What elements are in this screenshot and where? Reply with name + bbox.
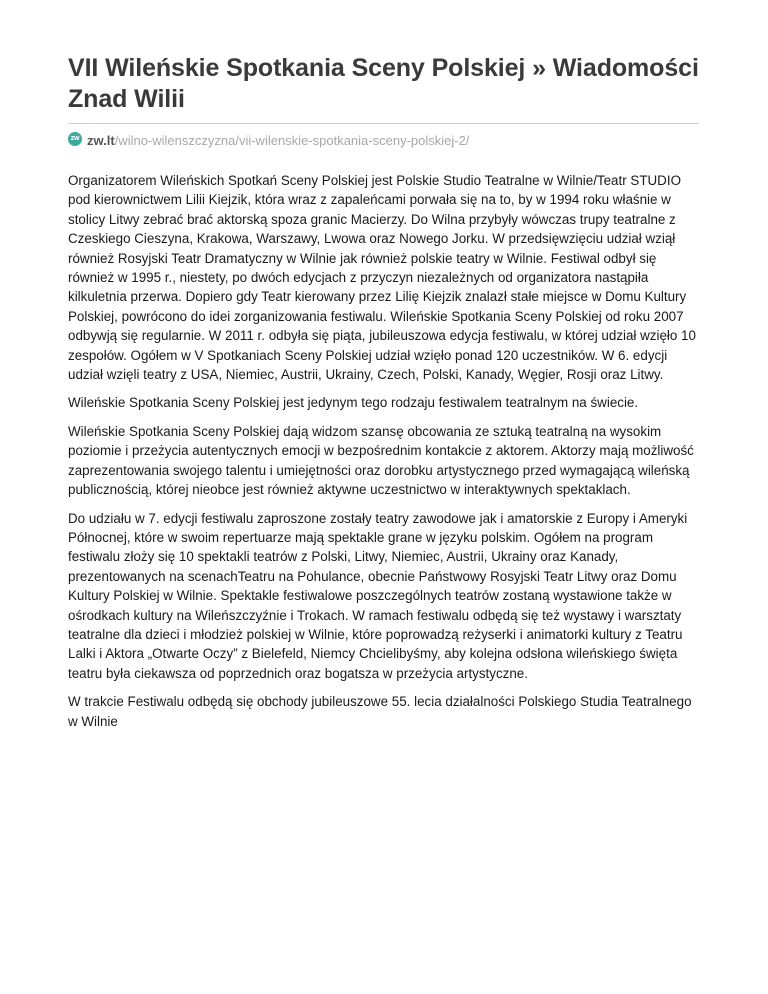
paragraph: W trakcie Festiwalu odbędą się obchody jubileuszowe 55. lecia działalności Polskiego Studia Teatralnego w Wilnie	[68, 694, 692, 729]
paragraph: Wileńskie Spotkania Sceny Polskiej jest jedynym tego rodzaju festiwalem teatralnym na świecie.	[68, 395, 639, 411]
paragraph: Organizatorem Wileńskich Spotkań Sceny Polskiej jest Polskie Studio Teatralne w Wilnie/Teatr STUDIO pod kierownictwem Lilii Kiejzik, która wraz z zapaleńcami porwała się na to, by w 1994 roku właśnie w stolicy Litwy zebrać brać aktorską spoza granic Macierzy. Do Wilna przybyły wówczas trupy teatralne z Czeskiego Cieszyna, Krakowa, Warszawy, Lwowa oraz Nowego Jorku. W przedsięwzięciu udział wziął również Rosyjski Teatr Dramatyczny w Wilnie jak również polskie teatry w Wilnie. Festiwal odbył się również w 1995 r., niestety, po dwóch edycjach z przyczyn niezależnych od organizatora nastąpiła kilkuletnia przerwa. Dopiero gdy Teatr kierowany przez Lilię Kiejzik znalazł stałe miejsce w Domu Kultury Polskiej, powrócono do idei zorganizowania festiwalu. Wileńskie Spotkania Sceny Polskiej od roku 2007 odbywją się regularnie. W 2011 r. odbyła się piąta, jubileuszowa edycja festiwalu, w której udział wzięło 10 zespołów. Ogółem w V Spotkaniach Sceny Polskiej udział wzięło ponad 120 uczestników. W 6. edycji udział wzięli teatry z USA, Niemiec, Austrii, Ukrainy, Czech, Polski, Kanady, Węgier, Rosji oraz Litwy.	[68, 173, 696, 383]
source-domain[interactable]: zw.lt	[87, 133, 115, 148]
source-line[interactable]	[68, 132, 700, 150]
paragraph: Wileńskie Spotkania Sceny Polskiej dają widzom szansę obcowania ze sztuką teatralną na wysokim poziomie i przeżycia autentycznych emocji w bezpośrednim kontakcie z aktorem. Aktorzy mają możliwość zaprezentowania swojego talentu i umiejętności oraz dorobku artystycznego przed wymagającą wileńską publicznością, której nieobce jest również aktywne uczestnictwo w interaktywnych spektaklach.	[68, 423, 694, 498]
site-logo-icon: ZW	[68, 132, 82, 146]
article-body	[68, 171, 700, 731]
title-divider	[68, 123, 699, 124]
paragraph: Do udziału w 7. edycji festiwalu zaproszone zostały teatry zawodowe jak i amatorskie z Europy i Ameryki Północnej, które w swoim repertuarze mają spektakle grane w języku polskim. Ogółem na program festiwalu złoży się 10 spektakli teatrów z Polski, Litwy, Niemiec, Austrii, Ukrainy oraz Kanady, prezentowanych na scenachTeatru na Pohulance, obecnie Państwowy Rosyjski Teatr Litwy oraz Domu Kultury Polskiej w Wilnie. Spektakle festiwalowe poszczególnych teatrów zostaną wystawione także w ośrodkach kultury na Wileńszczyźnie i Trokach. W ramach festiwalu odbędą się też wystawy i warsztaty teatralne dla dzieci i młodzież polskiej w Wilnie, które poprowadzą reżyserki i animatorki kultury z Teatru Lalki i Aktora „Otwarte Oczy” z Bielefeld, Niemcy Chcielibyśmy, aby kolejna odsłona wileńskiego święta teatru była ciekawsza od poprzednich oraz bogatsza w przeżycia artystyczne.	[68, 510, 688, 681]
source-path[interactable]: /wilno-wilenszczyzna/vii-wilenskie-spotkania-sceny-polskiej-2/	[114, 133, 470, 148]
article-title: VII Wileńskie Spotkania Sceny Polskiej » Wiadomości Znad Wilii	[68, 54, 699, 113]
